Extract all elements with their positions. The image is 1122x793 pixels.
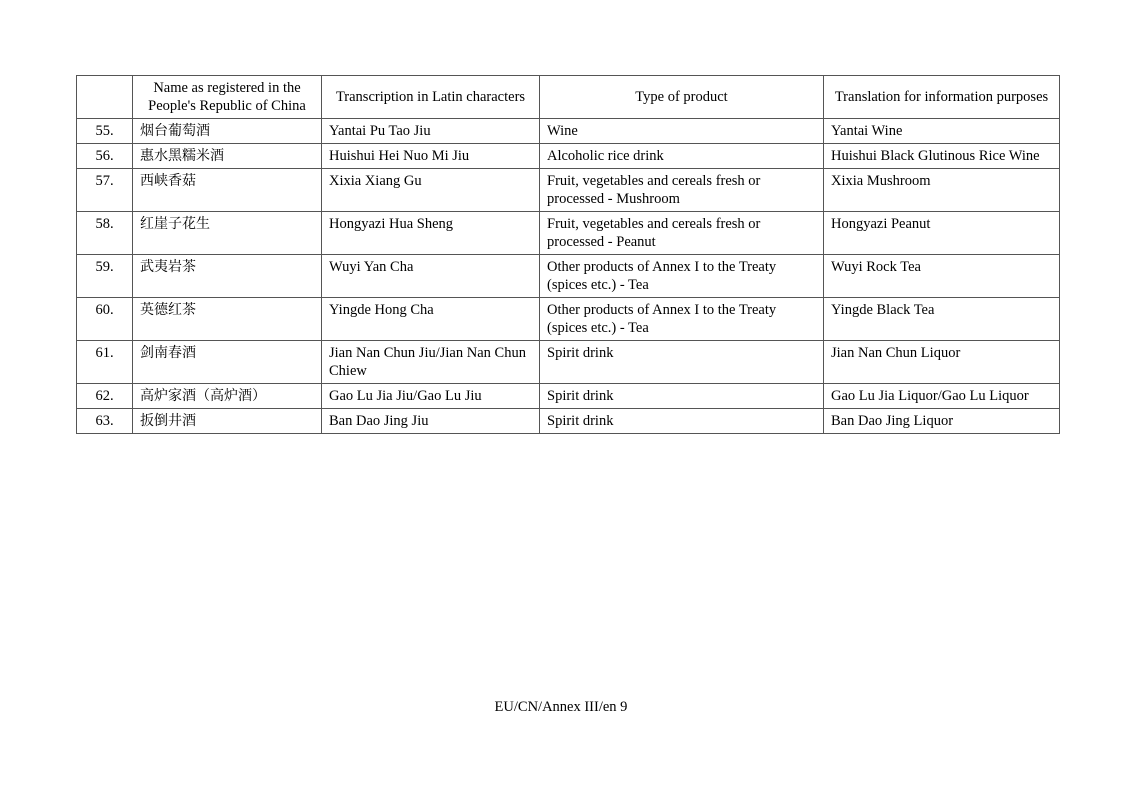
row-number: 57. <box>77 169 133 212</box>
table-row <box>77 341 1060 384</box>
translation-cell: Jian Nan Chun Liquor <box>824 341 1060 384</box>
registered-name-cell: 烟台葡萄酒 <box>133 119 322 144</box>
header-transcription: Transcription in Latin characters <box>322 76 540 119</box>
transcription-cell: Jian Nan Chun Jiu/Jian Nan Chun Chiew <box>322 341 540 384</box>
table-row <box>77 144 1060 169</box>
product-type-cell: Spirit drink <box>540 409 824 434</box>
row-number: 60. <box>77 298 133 341</box>
transcription-cell: Gao Lu Jia Jiu/Gao Lu Jiu <box>322 384 540 409</box>
transcription-cell: Ban Dao Jing Jiu <box>322 409 540 434</box>
registered-name-cell: 西峡香菇 <box>133 169 322 212</box>
table-row <box>77 384 1060 409</box>
geographical-indications-table <box>76 75 1060 434</box>
registered-name-cell: 高炉家酒（高炉酒） <box>133 384 322 409</box>
product-type-cell: Fruit, vegetables and cereals fresh or processed - Mushroom <box>540 169 824 212</box>
registered-name-cell: 扳倒井酒 <box>133 409 322 434</box>
row-number: 61. <box>77 341 133 384</box>
registered-name-cell: 剑南春酒 <box>133 341 322 384</box>
table-header-row <box>77 76 1060 119</box>
translation-cell: Gao Lu Jia Liquor/Gao Lu Liquor <box>824 384 1060 409</box>
table-row <box>77 212 1060 255</box>
table-row <box>77 169 1060 212</box>
header-translation: Translation for information purposes <box>824 76 1060 119</box>
header-number <box>77 76 133 119</box>
transcription-cell: Yantai Pu Tao Jiu <box>322 119 540 144</box>
translation-cell: Yingde Black Tea <box>824 298 1060 341</box>
product-type-cell: Other products of Annex I to the Treaty (spices etc.) - Tea <box>540 298 824 341</box>
translation-cell: Ban Dao Jing Liquor <box>824 409 1060 434</box>
table-row <box>77 119 1060 144</box>
row-number: 59. <box>77 255 133 298</box>
page-reference-footer: EU/CN/Annex III/en 9 <box>494 699 628 715</box>
transcription-cell: Wuyi Yan Cha <box>322 255 540 298</box>
table-body <box>77 119 1060 434</box>
translation-cell: Huishui Black Glutinous Rice Wine <box>824 144 1060 169</box>
transcription-cell: Xixia Xiang Gu <box>322 169 540 212</box>
row-number: 58. <box>77 212 133 255</box>
product-type-cell: Spirit drink <box>540 341 824 384</box>
row-number: 55. <box>77 119 133 144</box>
row-number: 62. <box>77 384 133 409</box>
transcription-cell: Yingde Hong Cha <box>322 298 540 341</box>
registered-name-cell: 红崖子花生 <box>133 212 322 255</box>
registered-name-cell: 惠水黑糯米酒 <box>133 144 322 169</box>
product-type-cell: Fruit, vegetables and cereals fresh or processed - Peanut <box>540 212 824 255</box>
header-registered-name: Name as registered in the People's Republic of China <box>133 76 322 119</box>
translation-cell: Wuyi Rock Tea <box>824 255 1060 298</box>
translation-cell: Hongyazi Peanut <box>824 212 1060 255</box>
translation-cell: Yantai Wine <box>824 119 1060 144</box>
table-row <box>77 298 1060 341</box>
transcription-cell: Hongyazi Hua Sheng <box>322 212 540 255</box>
table-row <box>77 409 1060 434</box>
registered-name-cell: 武夷岩茶 <box>133 255 322 298</box>
row-number: 56. <box>77 144 133 169</box>
translation-cell: Xixia Mushroom <box>824 169 1060 212</box>
header-product-type: Type of product <box>540 76 824 119</box>
product-type-cell: Alcoholic rice drink <box>540 144 824 169</box>
registered-name-cell: 英德红茶 <box>133 298 322 341</box>
transcription-cell: Huishui Hei Nuo Mi Jiu <box>322 144 540 169</box>
table-row <box>77 255 1060 298</box>
product-type-cell: Other products of Annex I to the Treaty (spices etc.) - Tea <box>540 255 824 298</box>
row-number: 63. <box>77 409 133 434</box>
product-type-cell: Wine <box>540 119 824 144</box>
product-type-cell: Spirit drink <box>540 384 824 409</box>
